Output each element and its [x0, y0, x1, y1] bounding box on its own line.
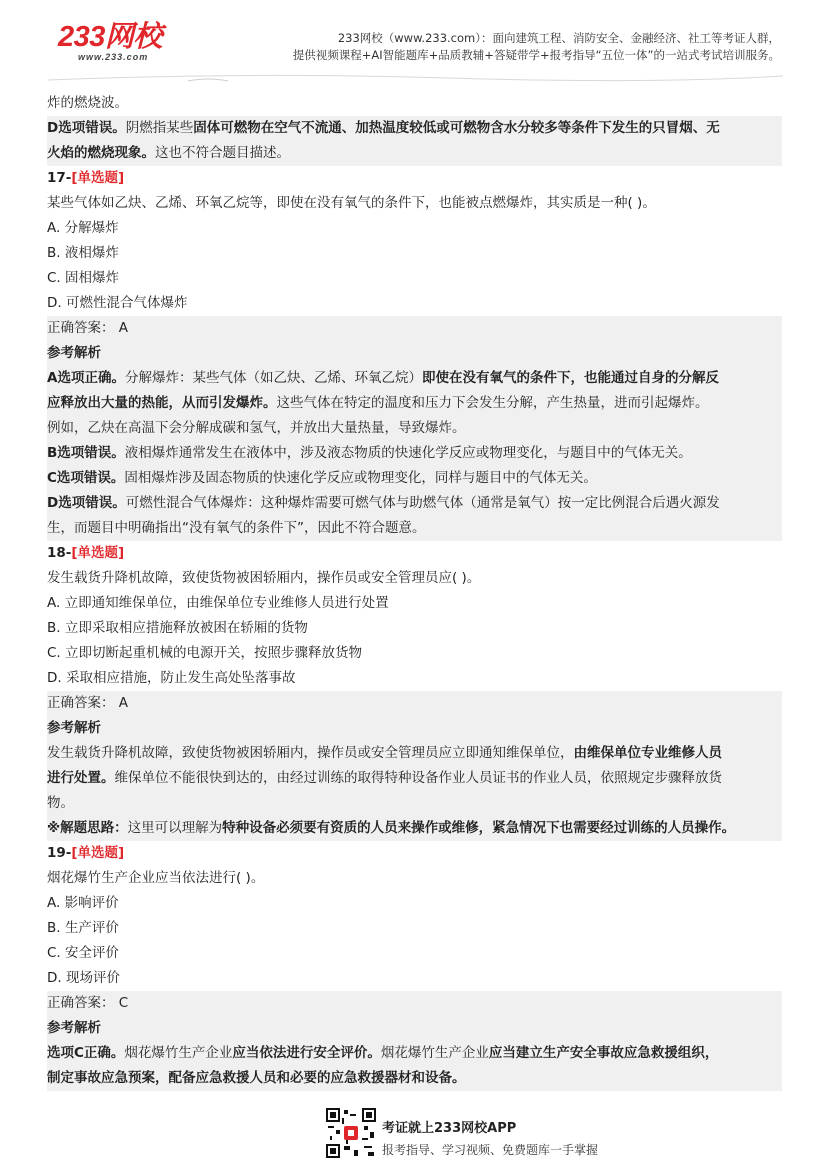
option-a: A. 分解爆炸 — [47, 220, 119, 236]
analysis-line: 进行处置。维保单位不能很快到达的，由经过训练的取得特种设备作业人员证书的作业人员，依照规定步骤释放货 — [47, 766, 782, 791]
logo-text: 233网校 — [58, 21, 162, 53]
analysis-line: A选项正确。分解爆炸：某些气体（如乙炔、乙烯、环氧乙烷）即使在没有氧气的条件下，也能通过自身的分解反 — [47, 366, 782, 391]
option-c: C. 安全评价 — [47, 945, 120, 961]
tagline-line-2: 提供视频课程+AI智能题库+品质教辅+答疑带学+报考指导“五位一体”的一站式考试培训服务。 — [292, 48, 780, 62]
question-header-19: 19-[单选题] — [47, 845, 125, 861]
analysis-line: C选项错误。固相爆炸涉及固态物质的快速化学反应或物理变化，同样与题目中的气体无关。 — [47, 466, 782, 491]
text-line: 炸的燃烧波。 — [47, 95, 128, 111]
analysis-line: D选项错误。可燃性混合气体爆炸：这种爆炸需要可燃气体与助燃气体（通常是氧气）按一定比例混合后遇火源发 — [47, 491, 782, 516]
analysis-heading: 参考解析 — [47, 1016, 782, 1041]
tagline-line-1: 233网校（www.233.com）：面向建筑工程、消防安全、金融经济、社工等考证人群， — [337, 31, 780, 45]
page-header — [0, 0, 830, 90]
brand-logo[interactable] — [58, 22, 162, 62]
analysis-line: B选项错误。液相爆炸通常发生在液体中，涉及液态物质的快速化学反应或物理变化，与题目中的气体无关。 — [47, 441, 782, 466]
option-d: D. 现场评价 — [47, 970, 120, 986]
question-stem-18: 发生载货升降机故障，致使货物被困轿厢内，操作员或安全管理员应( )。 — [47, 570, 481, 586]
header-divider-swoosh — [48, 72, 783, 84]
analysis-line: 生，而题目中明确指出“没有氧气的条件下”，因此不符合题意。 — [47, 516, 782, 541]
option-d: D. 采取相应措施，防止发生高处坠落事故 — [47, 670, 296, 686]
analysis-line: ※解题思路：这里可以理解为特种设备必须要有资质的人员来操作或维修，紧急情况下也需要经过训练的人员操作。 — [47, 816, 782, 841]
text-line: D选项错误。阴燃指某些固体可燃物在空气不流通、加热温度较低或可燃物含水分较多等条件下发生的只冒烟、无 — [47, 116, 782, 141]
option-d: D. 可燃性混合气体爆炸 — [47, 295, 188, 311]
question-stem-19: 烟花爆竹生产企业应当依法进行( )。 — [47, 870, 265, 886]
page-footer — [0, 1103, 830, 1174]
option-b: B. 液相爆炸 — [47, 245, 119, 261]
option-b: B. 立即采取相应措施释放被困在轿厢的货物 — [47, 620, 308, 636]
analysis-heading: 参考解析 — [47, 716, 782, 741]
analysis-heading: 参考解析 — [47, 341, 782, 366]
correct-answer: 正确答案： C — [47, 991, 782, 1016]
option-c: C. 固相爆炸 — [47, 270, 120, 286]
analysis-line: 发生载货升降机故障，致使货物被困轿厢内，操作员或安全管理员应立即通知维保单位，由维保单位专业维修人员 — [47, 741, 782, 766]
option-a: A. 影响评价 — [47, 895, 119, 911]
correct-answer: 正确答案： A — [47, 316, 782, 341]
analysis-line: 选项C正确。烟花爆竹生产企业应当依法进行安全评价。烟花爆竹生产企业应当建立生产安全事故应急救援组织， — [47, 1041, 782, 1066]
logo-url: www.233.com — [78, 52, 149, 62]
header-tagline — [293, 30, 780, 64]
analysis-line: 制定事故应急预案，配备应急救援人员和必要的应急救援器材和设备。 — [47, 1066, 782, 1091]
correct-answer: 正确答案： A — [47, 691, 782, 716]
footer-title: 考证就上233网校APP — [382, 1121, 517, 1136]
footer-subtitle: 报考指导、学习视频、免费题库一手掌握 — [382, 1143, 599, 1157]
question-header-18: 18-[单选题] — [47, 545, 125, 561]
question-header-17: 17-[单选题] — [47, 170, 125, 186]
option-b: B. 生产评价 — [47, 920, 119, 936]
analysis-line: 应释放出大量的热能，从而引发爆炸。这些气体在特定的温度和压力下会发生分解，产生热量，进而引起爆炸。 — [47, 391, 782, 416]
qr-code-icon[interactable] — [326, 1108, 376, 1158]
option-a: A. 立即通知维保单位，由维保单位专业维修人员进行处置 — [47, 595, 389, 611]
analysis-line: 物。 — [47, 791, 782, 816]
analysis-line: 例如，乙炔在高温下会分解成碳和氢气，并放出大量热量，导致爆炸。 — [47, 416, 782, 441]
option-c: C. 立即切断起重机械的电源开关，按照步骤释放货物 — [47, 645, 363, 661]
document-body — [47, 91, 782, 1091]
text-line: 火焰的燃烧现象。这也不符合题目描述。 — [47, 141, 782, 166]
question-stem-17: 某些气体如乙炔、乙烯、环氧乙烷等，即使在没有氧气的条件下，也能被点燃爆炸，其实质是一种( )。 — [47, 195, 656, 211]
